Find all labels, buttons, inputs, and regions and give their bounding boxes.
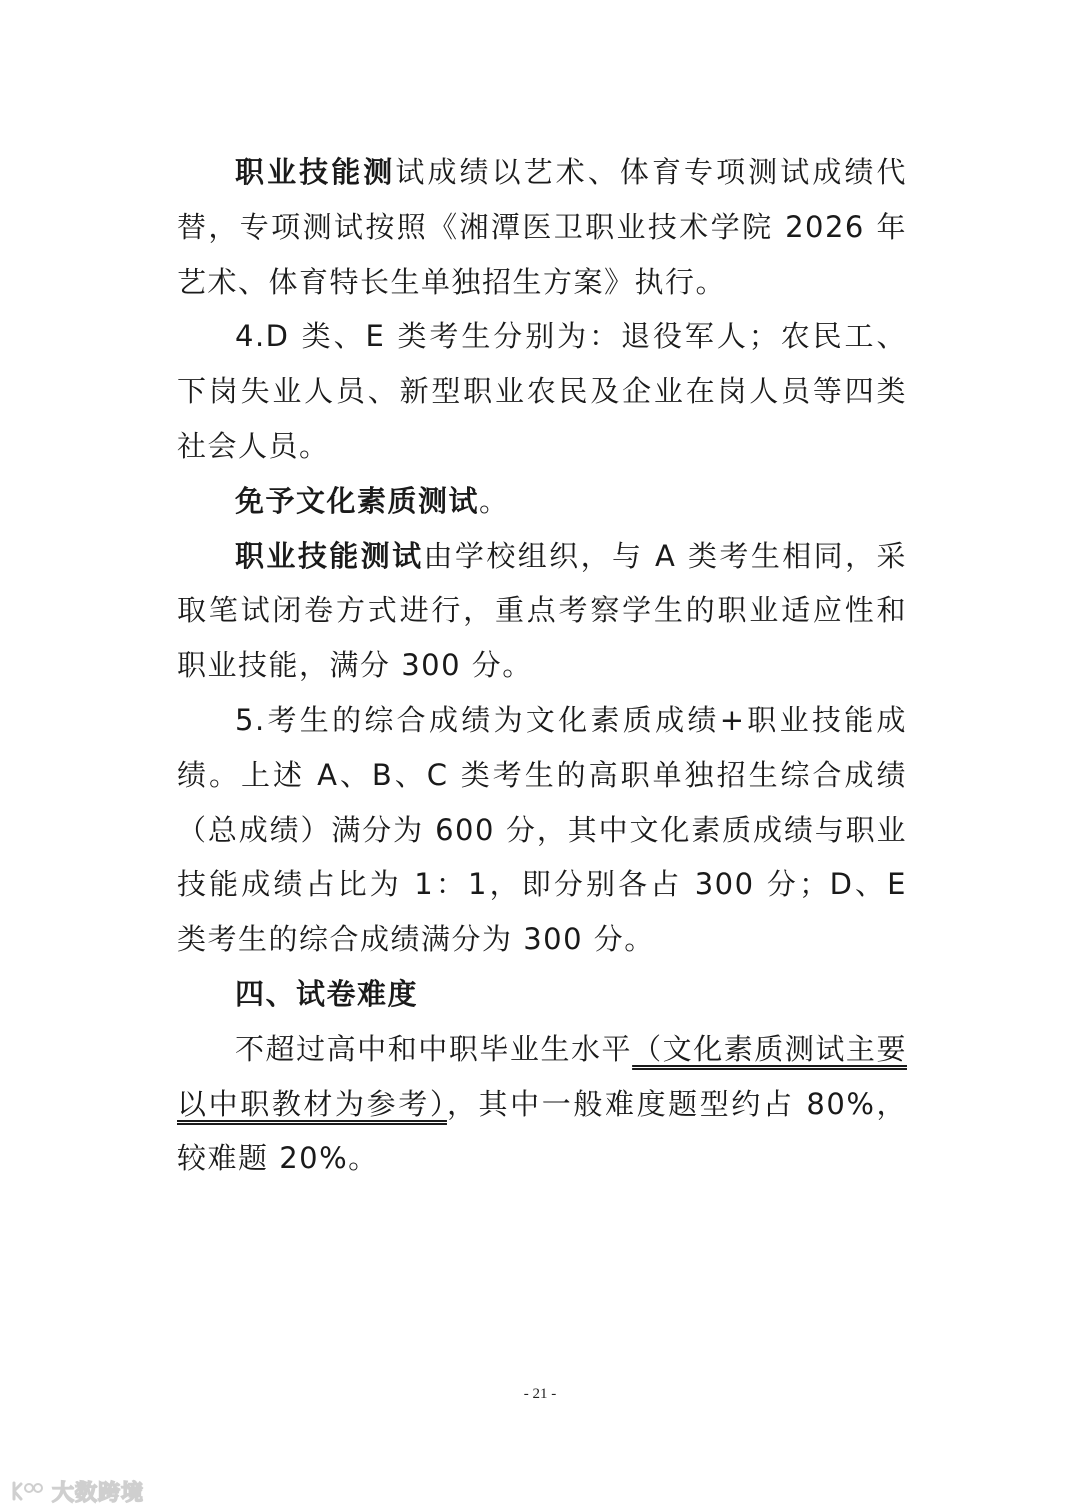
paragraph-vocational-skills-art-sports bbox=[177, 145, 907, 309]
watermark-text: 大数跨境 bbox=[52, 1480, 145, 1506]
paragraph-text: 4.D 类、E 类考生分别为：退役军人；农民工、下岗失业人员、新型职业农民及企业在岗人员等四类社会人员。 bbox=[177, 319, 907, 463]
page-number: - 21 - bbox=[523, 1386, 557, 1402]
paragraph-exam-difficulty bbox=[177, 1022, 907, 1186]
paragraph-composite-score bbox=[177, 693, 907, 967]
bold-lead-term: 职业技能测试 bbox=[235, 538, 424, 573]
paragraph-d-e-categories bbox=[177, 309, 907, 473]
document-page bbox=[177, 145, 907, 1186]
paragraph-exempt-cultural-test bbox=[177, 474, 907, 529]
bold-lead-term: 免予文化素质测试 bbox=[235, 483, 480, 518]
bold-lead-term: 职业技能测 bbox=[235, 155, 396, 189]
paragraph-text: 由学校组织，与 A 类考生相同，采取笔试闭卷方式进行，重点考察学生的职业适应性和职业技能，满分 300 分。 bbox=[177, 538, 907, 683]
paragraph-vocational-skills-test bbox=[177, 529, 907, 693]
paragraph-text: 试成绩以艺术、体育专项测试成绩代替，专项测试按照《湘潭医卫职业技术学院 2026 年艺术、体育特长生单独招生方案》执行。 bbox=[177, 155, 907, 299]
paragraph-text: ，其中一般难度题型约占 80%，较难题 20%。 bbox=[177, 1086, 907, 1176]
paragraph-text: 5.考生的综合成绩为文化素质成绩+职业技能成绩。上述 A、B、C 类考生的高职单独招生综合成绩（总成绩）满分为 600 分，其中文化素质成绩与职业技能成绩占比为 1：1，即分别各占 300 分；D、E 类考生的综合成绩满分为 300 分。 bbox=[177, 702, 907, 957]
section-heading-exam-difficulty: 四、试卷难度 bbox=[235, 976, 419, 1011]
underlined-note: （文化素质测试主要以中职教材为参考） bbox=[177, 1031, 907, 1121]
paragraph-text: 。 bbox=[479, 483, 510, 518]
k100-logo-icon bbox=[10, 1479, 46, 1503]
watermark bbox=[10, 1476, 144, 1506]
paragraph-text: 不超过高中和中职毕业生水平 bbox=[235, 1031, 633, 1066]
